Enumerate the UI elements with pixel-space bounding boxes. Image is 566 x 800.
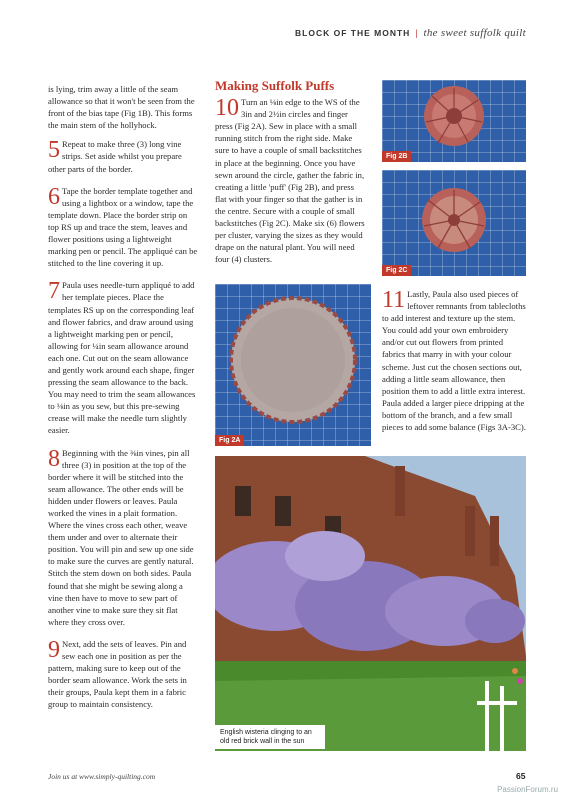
step-number: 5: [48, 137, 60, 164]
figure-2b: [382, 80, 526, 162]
intro-paragraph: is lying, trim away a little of the seam allowance so that it won't be seen from the front of the bias tape (Fig 1B). This forms the main stem of the hollyhock.: [48, 84, 195, 131]
figure-2a: [215, 284, 371, 446]
step-number: 8: [48, 445, 60, 472]
step-text: Beginning with the ⅜in vines, pin all three (3) in position at the top of the border where it will be stitched into the seam allowance. The other ends will be hidden under flowers or leaves. Paula worked the vines in a plait formation. Where the vines cross each other, weave them under and over to alternate their position. You will pin and sew up one side to make sure the curves are gently natural. Stitch the stem down on both sides. Paula found that she might be sewing along a vine then have to move to sew part of another vine to make sure they sit flat where they cross over.: [48, 447, 194, 627]
section-heading: Making Suffolk Puffs: [215, 78, 335, 93]
text-column-2: [215, 80, 367, 275]
watermark: PassionForum.ru: [497, 785, 558, 794]
step-text: Repeat to make three (3) long vine strips. Set aside whilst you prepare other parts of the border.: [48, 139, 182, 174]
wisteria-photo: [215, 456, 526, 751]
suffolk-puff-gathered-image: [382, 80, 526, 162]
step-number: 6: [48, 183, 60, 210]
step-text: Paula uses needle-turn appliqué to add her template pieces. Place the templates RS up on the corresponding leaf and flower fabrics, and draw around using a lightweight marking pen or pencil, allowing for ¼in seam allowance around each one. Cut out on the seam allowance and gently work around each shape, finger pressing the seam allowance to the back. You may need to trim the seam allowances to ⅛in as you sew, but this pre-sewing crease will make the needle turn slightly easier.: [48, 280, 196, 436]
figure-2c: [382, 170, 526, 276]
suffolk-puff-flat-image: [382, 170, 526, 276]
running-header: [295, 27, 526, 39]
step-9: [48, 638, 198, 711]
step-10: [215, 96, 367, 265]
step-6: [48, 185, 198, 270]
step-8: [48, 447, 198, 628]
step-11: [382, 288, 527, 433]
figure-label: Fig 2C: [382, 265, 411, 276]
header-separator: |: [415, 29, 419, 39]
step-7: [48, 279, 198, 436]
fabric-circle-image: [215, 284, 371, 446]
text-column-3: [382, 288, 527, 443]
step-5: [48, 138, 198, 174]
step-number: 11: [382, 287, 406, 313]
step-number: 10: [215, 95, 239, 122]
footer-website: Join us at www.simply-quilting.com: [48, 772, 156, 781]
series-title: the sweet suffolk quilt: [423, 27, 526, 39]
wisteria-wall-image: [215, 456, 526, 751]
page-number: 65: [516, 771, 526, 781]
step-text: Turn an ⅛in edge to the WS of the 3in and 2½in circles and finger press (Fig 2A). Sew in place with a small running stitch from the right side. Make sure to have a couple of small backstitches in place at the beginning. Once you have sewn around the circle, gather the fabric in, creating a little 'puff' (Fig 2B), and press flat with your finger so that the gather is in the centre. Secure with a couple of small backstitches (Fig 2C). Make six (6) flowers per cluster, varying the sizes as they would drape on the natural plant. You will need four (4) clusters.: [215, 97, 365, 265]
step-number: 9: [48, 636, 60, 663]
step-number: 7: [48, 278, 60, 305]
step-text: Lastly, Paula also used pieces of leftover remnants from tablecloths to add interest and texture up the stem. You could add your own embroidery and/or cut out flowers from printed fabrics that marry in with your colour scheme. Just cut the chosen sections out, adding a little seam allowance, then position them to add a little extra interest. Paula added a larger piece dripping at the bottom of the branch, and a few small pieces to add some balance (Figs 3A-3C).: [382, 289, 526, 433]
figure-label: Fig 2B: [382, 151, 411, 162]
text-column-1: [48, 83, 198, 721]
figure-label: Fig 2A: [215, 435, 244, 446]
step-text: Next, add the sets of leaves. Pin and sew each one in position as per the pattern, making sure to keep out of the border seam allowance. Work the sets in their groups, Paula kept them in a fabric group to maintain consistency.: [48, 638, 187, 710]
step-text: Tape the border template together and using a lightbox or a window, tape the template down. Place the border strip on top RS up and trace the stem, leaves and flower positions using a lightweight marking pen or pencil. The appliqué can be stitched to the line covering it up.: [48, 185, 198, 269]
section-title: BLOCK OF THE MONTH: [295, 28, 411, 38]
photo-caption: English wisteria clinging to an old red brick wall in the sun: [215, 725, 325, 749]
